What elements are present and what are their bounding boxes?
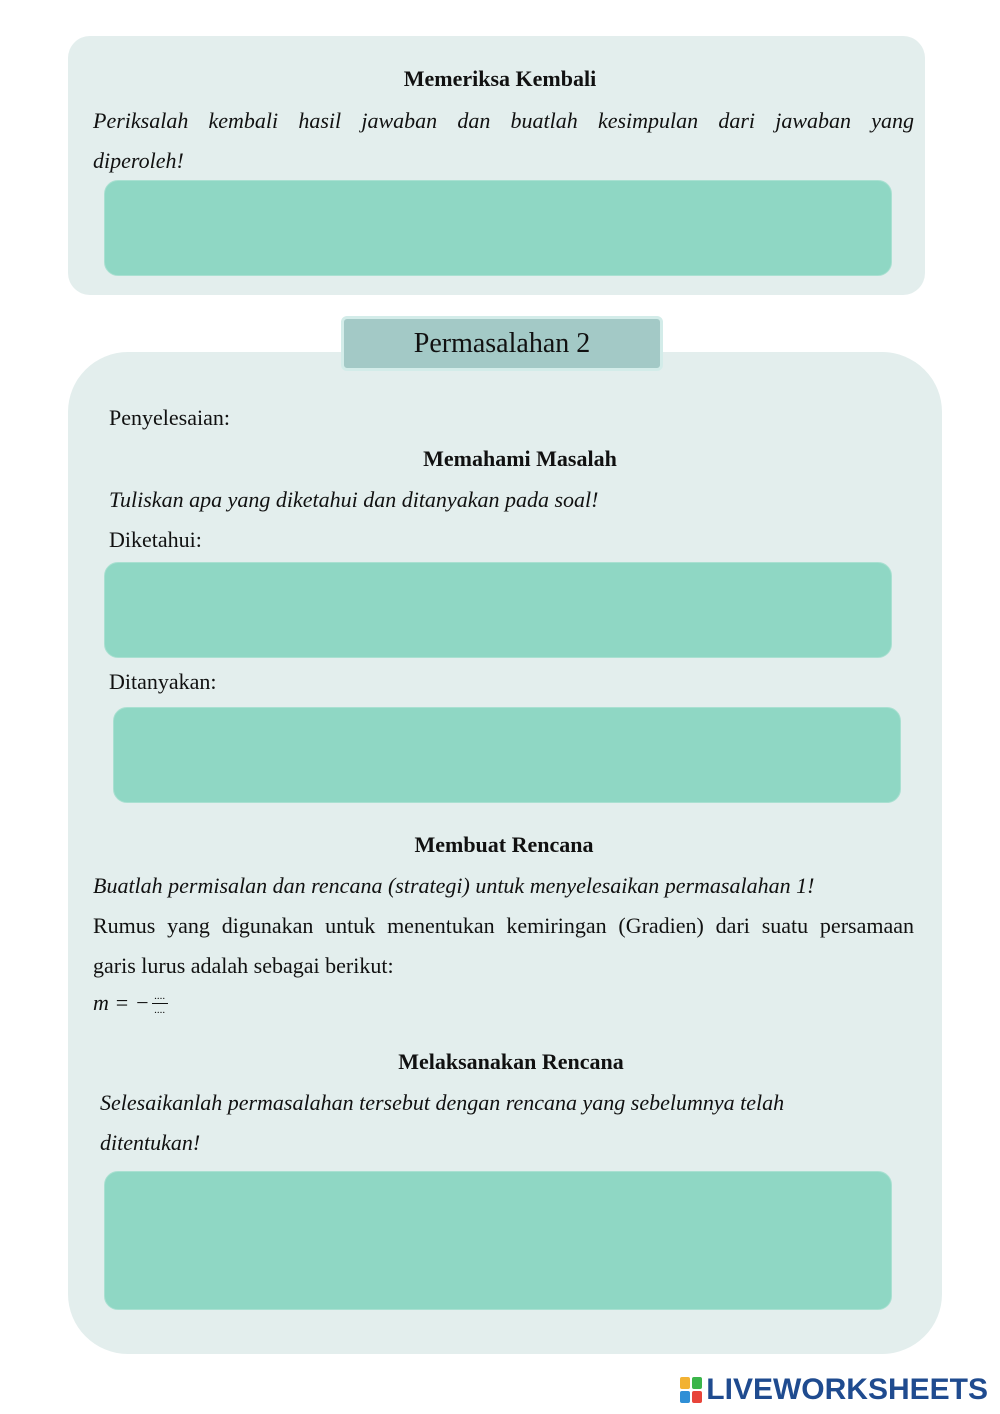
formula-denominator: .... [154, 1003, 166, 1016]
asked-answer-box[interactable] [113, 707, 901, 803]
understand-heading: Memahami Masalah [423, 446, 617, 471]
problem-title: Permasalahan 2 [341, 316, 663, 371]
understand-instruction: Tuliskan apa yang diketahui dan ditanyakan pada soal! [109, 487, 599, 512]
solution-label: Penyelesaian: [109, 405, 230, 430]
formula-lhs: m = − [93, 990, 150, 1015]
execute-instruction-line2: ditentukan! [100, 1130, 201, 1155]
known-label: Diketahui: [109, 527, 202, 552]
liveworksheets-logo [680, 1373, 988, 1407]
formula-numerator: .... [154, 989, 166, 1002]
liveworksheets-logo-text: LIVEWORKSHEETS [706, 1373, 988, 1406]
gradient-formula [93, 990, 168, 1016]
asked-label: Ditanyakan: [109, 669, 217, 694]
plan-text-line1: Rumus yang digunakan untuk menentukan kemiringan (Gradien) dari suatu persamaan [93, 913, 914, 938]
execute-answer-box[interactable] [104, 1171, 892, 1310]
execute-heading: Melaksanakan Rencana [398, 1049, 624, 1074]
plan-heading: Membuat Rencana [414, 832, 594, 857]
review-instruction-line2: diperoleh! [93, 148, 184, 173]
plan-instruction: Buatlah permisalan dan rencana (strategi) untuk menyelesaikan permasalahan 1! [93, 873, 815, 898]
formula-fraction [152, 991, 168, 1016]
known-answer-box[interactable] [104, 562, 892, 658]
liveworksheets-logo-icon [680, 1377, 702, 1403]
review-heading: Memeriksa Kembali [403, 66, 597, 91]
plan-text-line2: garis lurus adalah sebagai berikut: [93, 953, 394, 978]
review-instruction-line1: Periksalah kembali hasil jawaban dan buatlah kesimpulan dari jawaban yang [93, 108, 914, 133]
review-answer-box[interactable] [104, 180, 892, 276]
execute-instruction-line1: Selesaikanlah permasalahan tersebut dengan rencana yang sebelumnya telah [100, 1090, 785, 1115]
